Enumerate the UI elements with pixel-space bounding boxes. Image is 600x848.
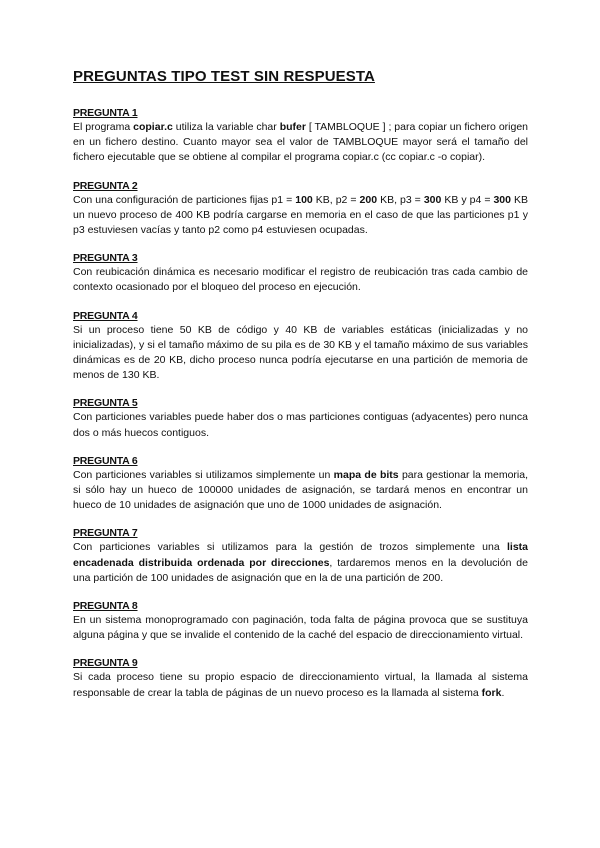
question-5 — [73, 397, 528, 440]
question-text — [73, 410, 528, 440]
question-8 — [73, 600, 528, 643]
question-text-bold: 100 — [295, 193, 313, 206]
question-text-segment: KB un nuevo proceso de 400 KB podría cargarse en memoria en el caso de que las particiones p1 y p3 estuviesen vacías y tanto p2 como p4 estuviesen ocupadas. — [73, 193, 529, 237]
question-4 — [73, 310, 528, 384]
question-heading: PREGUNTA 7 — [73, 527, 138, 540]
question-7 — [73, 527, 528, 586]
question-heading: PREGUNTA 3 — [73, 252, 138, 265]
question-9 — [73, 657, 528, 700]
question-text-segment: Si cada proceso tiene su propio espacio de direccionamiento virtual, la llamada al sistema responsable de crear la tabla de páginas de un nuevo proceso es la llamada al sistema — [73, 671, 528, 699]
question-list — [73, 107, 528, 701]
page-title: PREGUNTAS TIPO TEST SIN RESPUESTA — [73, 68, 375, 85]
question-heading: PREGUNTA 6 — [73, 454, 138, 467]
question-text-bold: lista encadenada distribuida ordenada por direcciones — [73, 541, 528, 569]
question-heading: PREGUNTA 9 — [73, 657, 138, 670]
question-1 — [73, 107, 528, 166]
question-6 — [73, 455, 528, 514]
question-text — [73, 670, 528, 700]
question-heading: PREGUNTA 2 — [73, 179, 138, 192]
question-heading: PREGUNTA 4 — [73, 309, 138, 322]
question-text-segment: Con particiones variables si utilizamos para la gestión de trozos simplemente una — [73, 541, 507, 554]
question-text-bold: bufer — [279, 121, 306, 133]
question-text-segment: KB, p2 = — [312, 193, 360, 206]
question-text — [73, 120, 528, 166]
question-heading: PREGUNTA 5 — [73, 397, 138, 410]
question-text — [73, 613, 528, 643]
question-heading: PREGUNTA 1 — [73, 107, 138, 119]
question-text — [73, 540, 528, 586]
question-text — [73, 265, 528, 295]
question-text-segment: Con reubicación dinámica es necesario modificar el registro de reubicación tras cada cambio de contexto ocasionado por el bloqueo del proceso en ejecución. — [73, 266, 528, 294]
question-text-segment: KB, p3 = — [377, 193, 424, 206]
question-text-bold: mapa de bits — [333, 468, 399, 481]
question-text-segment: Si un proceso tiene 50 KB de código y 40 KB de variables estáticas (inicializadas y no inicializadas), y si el tamaño máximo de su pila es de 30 KB y el tamaño máximo de sus variables dinámicas es de 20 KB, dicho proceso nunca podría ejecutarse en una partición de memoria de menos de 130 KB. — [73, 323, 528, 382]
question-text-segment: Con una configuración de particiones fijas p1 = — [73, 193, 296, 206]
question-text-segment: [ TAMBLOQUE ] ; para copiar un fichero origen en un fichero destino. Cuanto mayor sea el valor de TAMBLOQUE mayor será el tamaño del fichero ejecutable que se obtiene al compilar el programa copiar.c (cc copiar.c -o copiar). — [73, 121, 529, 164]
document-page — [73, 68, 528, 715]
question-text-segment: El programa — [73, 121, 134, 133]
question-text — [73, 193, 528, 239]
question-text-bold: copiar.c — [133, 121, 173, 133]
question-text-segment: utiliza la variable char — [172, 121, 280, 133]
question-text-bold: 300 — [423, 193, 442, 206]
question-text-segment: . — [501, 686, 505, 699]
question-text — [73, 323, 528, 384]
question-text-segment: Con particiones variables si utilizamos simplemente un — [73, 468, 334, 481]
question-text-segment: En un sistema monoprogramado con paginación, toda falta de página provoca que se sustituya alguna página y que se invalide el contenido de la caché del espacio de direccionamiento virtual. — [73, 614, 528, 642]
question-text — [73, 468, 528, 514]
question-text-segment: para gestionar la memoria, si sólo hay un hueco de 100000 unidades de asignación, se tardará menos en encontrar un hueco de 10 unidades de asignación que uno de 1000 unidades de asignación. — [73, 468, 529, 512]
question-text-bold: fork — [481, 686, 502, 699]
question-3 — [73, 252, 528, 295]
question-text-segment: , tardaremos menos en la devolución de una partición de 100 unidades de asignación que en la de una partición de 200. — [73, 556, 528, 584]
question-heading: PREGUNTA 8 — [73, 600, 138, 613]
question-text-segment: KB y p4 = — [441, 193, 494, 206]
question-text-bold: 300 — [493, 193, 511, 206]
question-text-segment: Con particiones variables puede haber dos o mas particiones contiguas (adyacentes) pero nunca dos o más huecos contiguos. — [73, 411, 528, 439]
question-2 — [73, 180, 528, 239]
question-text-bold: 200 — [359, 193, 378, 206]
